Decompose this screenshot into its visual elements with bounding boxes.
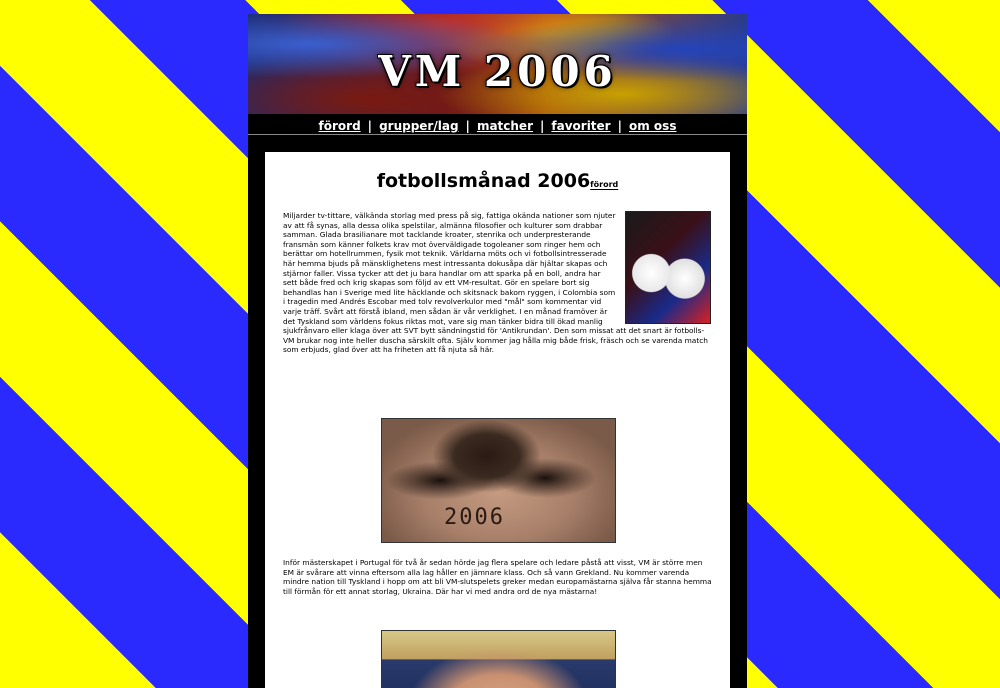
banner-image <box>248 14 747 114</box>
intro-paragraph <box>283 211 713 355</box>
face-paint-photo <box>625 211 711 324</box>
intro-text: Miljarder tv-tittare, välkända storlag med press på sig, fattiga okända nationer som njuter av att få synas, alla dessa olika spelstilar, almänna filosofier och kulturer som drabbar samman. Glada brasilianare mot tacklande kroater, stenrika och underpresterande fransmän som känner folkets krav mot överväldigade togoleaner som ringer hem och berättar om hotellrummen, fysik mot teknik. Världarna möts och vi fotbollsintresserade här hemma bjuds på mänsklighetens mest intressanta dokusåpa där hjältar skapas och stjärnor faller. Vissa tycker att det ju bara handlar om att sparka på en boll, andra har sett både fred och krig skapas som följd av ett VM-resultat. Gör en spelare bort sig behandlas han i Sverige med lite häcklande och skitsnack bakom ryggen, i Colombia som i tragedin med Andrés Escobar med tolv revolverkulor med "mål" som kommentar vid varje träff. Svårt att förstå ibland, men sådan är vår verklighet. I en månad framöver är det Tyskland som världens fokus riktas mot, vare sig man tänker bidra till ökad manlig sjukfrånvaro eller klaga över att SVT bytt sändningstid för 'Antikrundan'. Den som missat att det snart är fotbolls-VM brukar nog inte heller duscha särskilt ofta. Själv kommer jag hålla mig både frisk, fräsch och se varenda match som erbjuds, glad över att ha friheten att få njuta så här. <box>283 211 708 355</box>
nav-link-matcher[interactable]: matcher <box>476 119 533 133</box>
nav-link-favoriter[interactable]: favoriter <box>551 119 611 133</box>
nav-separator: | <box>367 119 373 133</box>
nav-link-forord[interactable]: förord <box>318 119 361 133</box>
page-container <box>248 14 747 688</box>
page-title: fotbollsmånad 2006 <box>376 170 591 192</box>
nav-separator: | <box>617 119 622 133</box>
haircut-year-text: 2006 <box>444 505 505 530</box>
nav-link-om-oss[interactable]: om oss <box>629 119 677 133</box>
page-heading <box>265 170 730 192</box>
nav-link-grupper-lag[interactable]: grupper/lag <box>379 119 459 133</box>
banner-title: VM 2006 <box>378 47 617 96</box>
haircut-photo <box>381 418 616 543</box>
nav-divider <box>248 134 747 135</box>
player-photo <box>381 630 616 688</box>
nav-separator: | <box>540 119 545 133</box>
nav-bar <box>248 116 747 136</box>
second-paragraph: Inför mästerskapet i Portugal för två år sedan hörde jag flera spelare och ledare påstå att visst, VM är större men EM är svårare att vinna eftersom alla lag håller en jämnare klass. Och så vann Grekland. Nu kommer varenda mindre nation till Tyskland i hopp om att bli VM-slutspelets greker medan europamästarna själva får stanna hemma till förmån för ett annat storlag, Ukraina. Där har vi med andra ord de nya mästarna! <box>283 558 712 596</box>
content-panel <box>265 152 730 688</box>
nav-separator: | <box>465 119 470 133</box>
page-subtitle: förord <box>590 180 619 189</box>
